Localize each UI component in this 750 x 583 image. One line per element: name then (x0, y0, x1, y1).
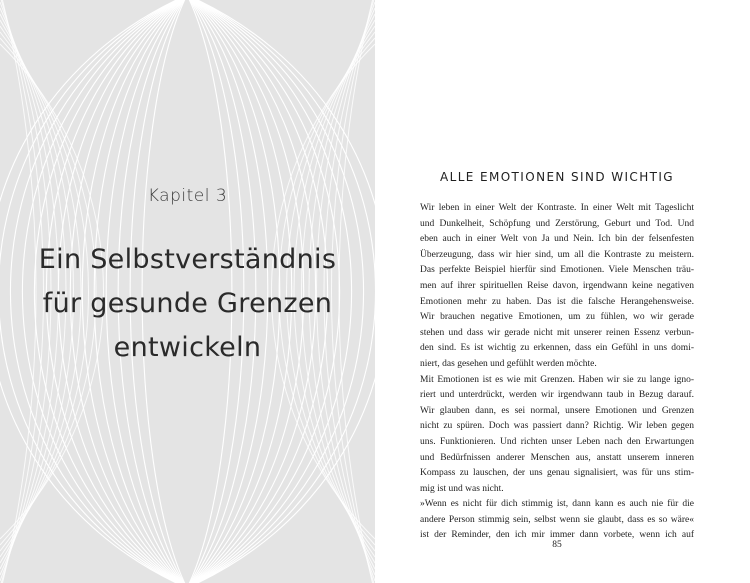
text-line: und Bedürfnissen anderer Menschen aus, anstatt unserem inneren (420, 452, 694, 463)
text-line: nicht zu spüren. Doch was passiert dann? Richtig. Wir leben gegen (420, 421, 694, 432)
text-line: mig ist und was nicht. (420, 483, 504, 494)
chapter-title (0, 238, 375, 370)
text-line: Wir leben in einer Welt der Kontraste. In einer Welt mit Tageslicht (420, 203, 694, 213)
section-heading: ALLE EMOTIONEN SIND WICHTIG (440, 170, 674, 184)
chapter-label: Kapitel 3 (147, 186, 228, 206)
text-line: Wir glauben dann, es sei normal, unsere Emotionen und Grenzen (420, 405, 694, 416)
text-line: Das perfekte Beispiel hierfür sind Emotionen. Viele Menschen träu- (420, 265, 694, 276)
text-line: Überzeugung, dass wir hier sind, um all die Kontraste zu meistern. (420, 249, 694, 260)
text-line: men auf ihrer spirituellen Reise davon, irgendwann keine negativen (420, 280, 694, 291)
text-line: stehen und dass wir gerade nicht mit unserer reinen Essenz verbun- (420, 327, 694, 338)
text-line: und Dunkelheit, Schöpfung und Zerstörung, Geburt und Tod. Und (420, 218, 694, 229)
text-line: »Wenn es nicht für dich stimmig ist, dann kann es auch nie für die (420, 499, 694, 510)
text-line: Wir brauchen negative Emotionen, um zu fühlen, wo wir gerade (420, 312, 694, 323)
page-number: 85 (552, 540, 562, 550)
text-line: Kompass zu lauschen, der uns genau signalisiert, was für uns stim- (420, 468, 694, 479)
text-line: andere Person stimmig sein, selbst wenn sie glaubt, dass es so wäre« (420, 514, 694, 525)
chapter-title-line: für gesunde Grenzen (42, 288, 333, 319)
text-line: uns. Funktionieren. Und richten unser Leben nach den Erwartungen (420, 436, 694, 447)
chapter-title-line: entwickeln (113, 332, 262, 363)
chapter-title-line: Ein Selbstverständnis (38, 244, 337, 275)
text-line: den sind. Es ist wichtig zu erkennen, dass ein Gefühl in uns domi- (420, 343, 694, 354)
text-line: Emotionen mehr zu haben. Das ist die falsche Herangehensweise. (420, 296, 694, 307)
text-line: niert, das gesehen und gefühlt werden möchte. (420, 358, 597, 369)
body-text (420, 201, 694, 544)
text-line: riert und unterdrückt, werden wir irgendwann taub in Bezug darauf. (420, 390, 694, 401)
text-line: ist der Reminder, den ich mir immer dann vorbete, wenn ich auf (420, 530, 694, 541)
text-line: eben auch in einer Welt von Ja und Nein. Ich bin der felsenfesten (420, 234, 694, 245)
text-line: Mit Emotionen ist es wie mit Grenzen. Haben wir sie zu lange igno- (420, 374, 694, 385)
